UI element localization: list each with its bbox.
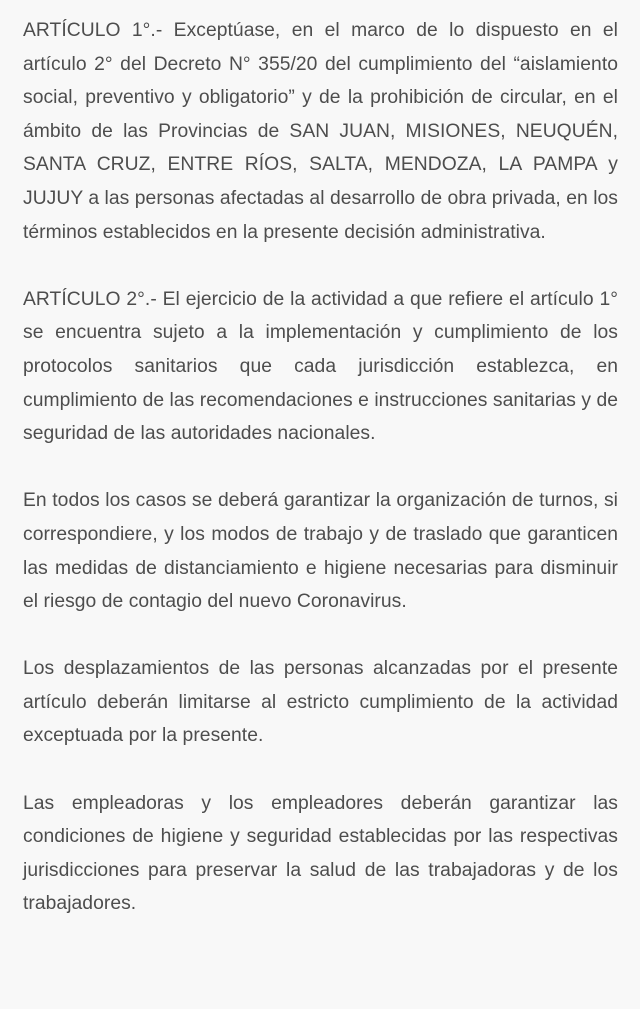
employers-paragraph: Las empleadoras y los empleadores deberán garantizar las condiciones de higiene y seguridad establecidas por las respectivas jurisdicciones para preservar la salud de las trabajadoras y de los trabajadores. (23, 792, 618, 915)
article-2-paragraph: ARTÍCULO 2°.- El ejercicio de la actividad a que refiere el artículo 1° se encuentra sujeto a la implementación y cumplimiento de los protocolos sanitarios que cada jurisdicción establezca, en cumplimiento de las recomendaciones e instrucciones sanitarias y de seguridad de las autoridades nacionales. (23, 288, 618, 445)
movement-paragraph: Los desplazamientos de las personas alcanzadas por el presente artículo deberán limitarse al estricto cumplimiento de la actividad exceptuada por la presente. (23, 658, 618, 747)
document-body (23, 14, 618, 921)
shifts-paragraph: En todos los casos se deberá garantizar la organización de turnos, si correspondiere, y los modos de trabajo y de traslado que garanticen las medidas de distanciamiento e higiene necesarias para disminuir el riesgo de contagio del nuevo Coronavirus. (23, 490, 618, 613)
article-1-paragraph: ARTÍCULO 1°.- Exceptúase, en el marco de lo dispuesto en el artículo 2° del Decreto N° 355/20 del cumplimiento del “aislamiento social, preventivo y obligatorio” y de la prohibición de circular, en el ámbito de las Provincias de SAN JUAN, MISIONES, NEUQUÉN, SANTA CRUZ, ENTRE RÍOS, SALTA, MENDOZA, LA PAMPA y JUJUY a las personas afectadas al desarrollo de obra privada, en los términos establecidos en la presente decisión administrativa. (23, 20, 618, 243)
